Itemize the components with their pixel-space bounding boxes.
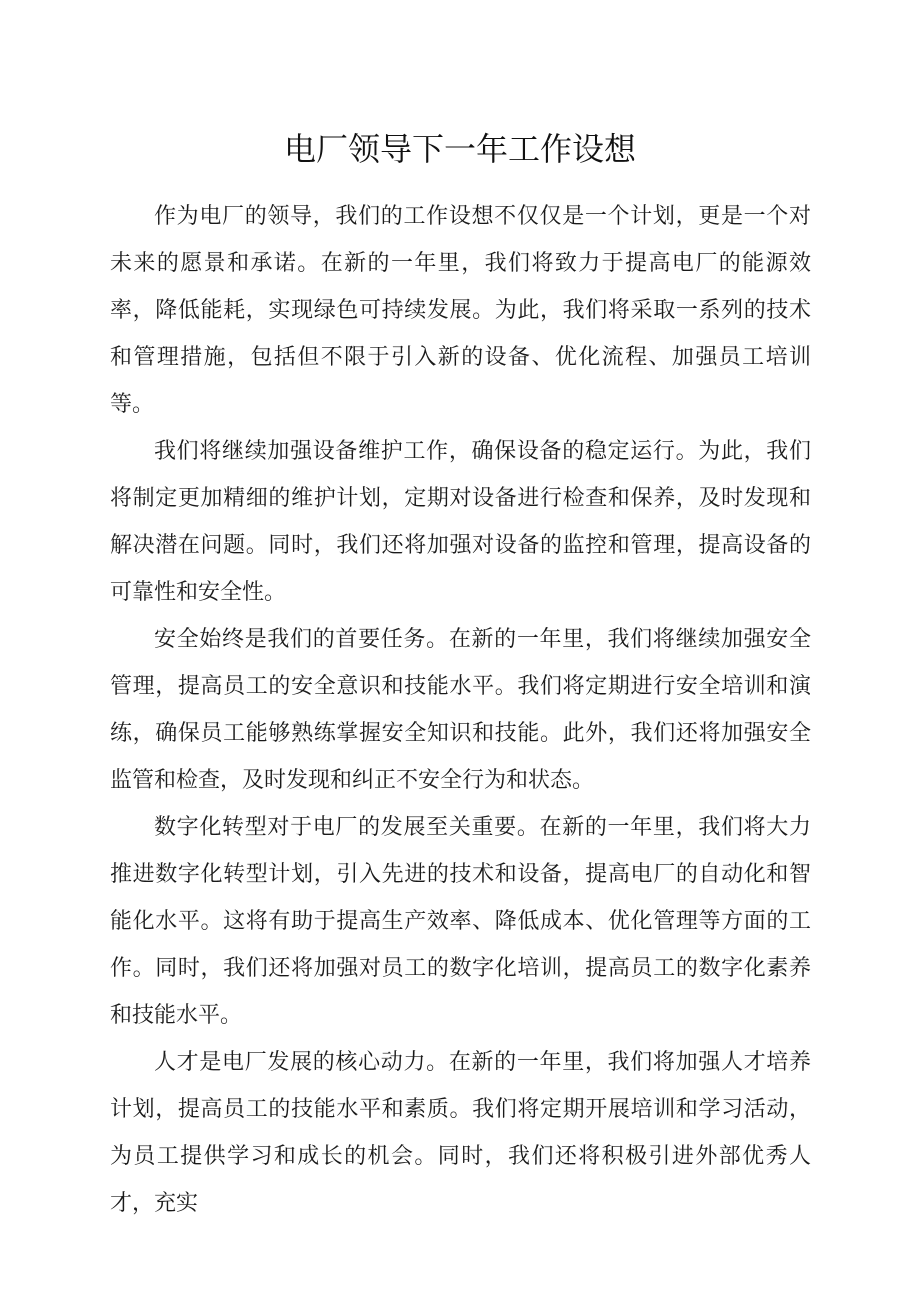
document-body	[110, 193, 811, 1227]
document-title: 电厂领导下一年工作设想	[283, 130, 636, 168]
paragraph-3: 安全始终是我们的首要任务。在新的一年里，我们将继续加强安全管理，提高员工的安全意识和技能水平。我们将定期进行安全培训和演练，确保员工能够熟练掌握安全知识和技能。此外，我们还将加强安全监管和检查，及时发现和纠正不安全行为和状态。	[110, 627, 811, 793]
paragraph-1: 作为电厂的领导，我们的工作设想不仅仅是一个计划，更是一个对未来的愿景和承诺。在新的一年里，我们将致力于提高电厂的能源效率，降低能耗，实现绿色可持续发展。为此，我们将采取一系列的技术和管理措施，包括但不限于引入新的设备、优化流程、加强员工培训等。	[110, 204, 811, 417]
paragraph-4: 数字化转型对于电厂的发展至关重要。在新的一年里，我们将大力推进数字化转型计划，引入先进的技术和设备，提高电厂的自动化和智能化水平。这将有助于提高生产效率、降低成本、优化管理等方面的工作。同时，我们还将加强对员工的数字化培训，提高员工的数字化素养和技能水平。	[110, 815, 811, 1028]
paragraph-2: 我们将继续加强设备维护工作，确保设备的稳定运行。为此，我们将制定更加精细的维护计划，定期对设备进行检查和保养，及时发现和解决潜在问题。同时，我们还将加强对设备的监控和管理，提高设备的可靠性和安全性。	[110, 439, 811, 605]
paragraph-5: 人才是电厂发展的核心动力。在新的一年里，我们将加强人才培养计划，提高员工的技能水平和素质。我们将定期开展培训和学习活动，为员工提供学习和成长的机会。同时，我们还将积极引进外部优秀人才，充实	[110, 1050, 811, 1216]
